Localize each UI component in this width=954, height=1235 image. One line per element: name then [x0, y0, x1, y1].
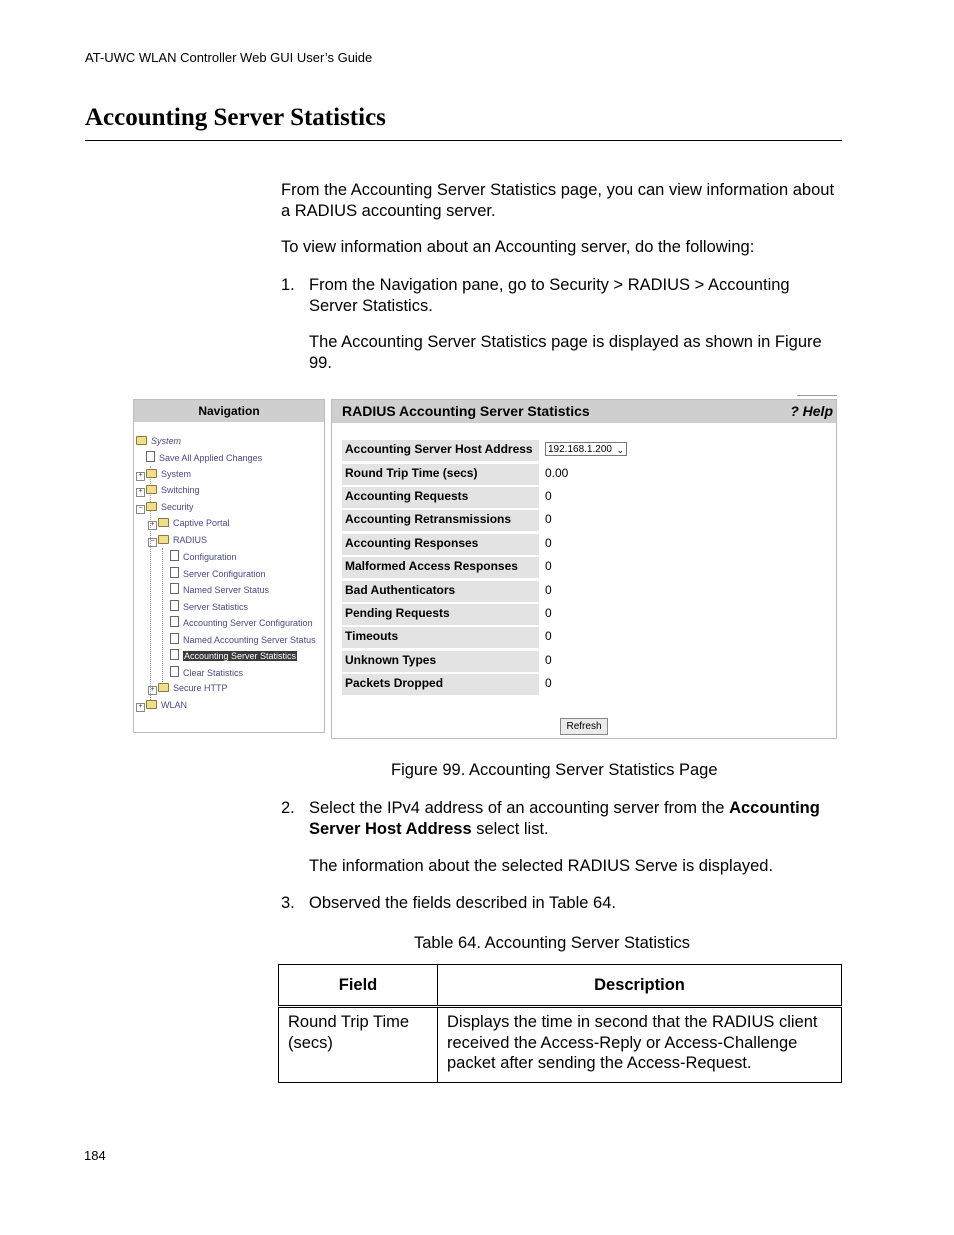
table-header-description: Description	[438, 965, 842, 1007]
stat-label: Accounting Responses	[342, 534, 539, 555]
nav-item-named-server-status[interactable]: Named Server Status	[170, 583, 269, 596]
stat-value: 0	[545, 559, 552, 573]
page-icon	[170, 550, 179, 561]
stat-value: 0	[545, 489, 552, 503]
expand-icon[interactable]: +	[136, 472, 145, 481]
collapse-icon[interactable]: −	[148, 538, 157, 547]
page-icon	[170, 583, 179, 594]
main-header	[332, 400, 836, 423]
nav-item-named-accounting-server-status[interactable]: Named Accounting Server Status	[170, 633, 316, 646]
nav-item-server-configuration[interactable]: Server Configuration	[170, 567, 266, 580]
stat-label: Round Trip Time (secs)	[342, 464, 539, 485]
nav-item-system[interactable]: + System	[136, 468, 191, 481]
host-address-label: Accounting Server Host Address	[342, 440, 539, 461]
figure-caption: Figure 99. Accounting Server Statistics Page	[391, 761, 718, 779]
nav-item-radius[interactable]: − RADIUS	[148, 534, 207, 547]
step-3-number: 3.	[281, 894, 295, 912]
nav-item-system-root[interactable]: System	[136, 435, 181, 447]
stat-label: Accounting Requests	[342, 487, 539, 508]
page-icon	[146, 451, 155, 462]
stat-value: 0	[545, 676, 552, 690]
step-3-text: Observed the fields described in Table 64.	[309, 894, 616, 912]
nav-item-security[interactable]: − Security	[136, 501, 194, 514]
folder-icon	[158, 518, 169, 527]
section-title: Accounting Server Statistics	[85, 104, 386, 131]
nav-item-captive-portal[interactable]: + Captive Portal	[148, 517, 230, 530]
nav-item-accounting-server-configuration[interactable]: Accounting Server Configuration	[170, 616, 313, 629]
refresh-button[interactable]: Refresh	[560, 718, 608, 735]
stat-label: Malformed Access Responses	[342, 557, 539, 578]
stat-label: Timeouts	[342, 627, 539, 648]
table-header-field: Field	[279, 965, 438, 1007]
navigation-pane	[133, 399, 325, 733]
collapse-icon[interactable]: −	[136, 505, 145, 514]
page-icon	[170, 600, 179, 611]
page-icon	[170, 649, 179, 660]
expand-icon[interactable]: +	[136, 703, 145, 712]
navigation-header: Navigation	[134, 400, 324, 422]
main-content-pane	[331, 399, 837, 739]
table-row	[279, 1007, 842, 1083]
expand-icon[interactable]: +	[148, 686, 157, 695]
nav-item-save-changes[interactable]: Save All Applied Changes	[146, 451, 262, 464]
title-rule	[85, 140, 842, 141]
stat-label: Packets Dropped	[342, 674, 539, 695]
expand-icon[interactable]: +	[148, 521, 157, 530]
field-name-bold: Accounting Server Host Address	[309, 799, 820, 838]
step-2-text: Select the IPv4 address of an accounting server from the Accounting Server Host Address select list.	[309, 799, 820, 838]
stat-label: Pending Requests	[342, 604, 539, 625]
folder-open-icon	[158, 535, 169, 544]
stat-value: 0	[545, 536, 552, 550]
step-1-number: 1.	[281, 276, 295, 294]
stat-value: 0	[545, 629, 552, 643]
folder-open-icon	[146, 502, 157, 511]
intro-paragraph: From the Accounting Server Statistics page, you can view information about a RADIUS accounting server.	[281, 181, 835, 220]
page-icon	[170, 567, 179, 578]
step-1-result: The Accounting Server Statistics page is displayed as shown in Figure 99.	[309, 333, 822, 372]
nav-item-secure-http[interactable]: + Secure HTTP	[148, 682, 228, 695]
stat-value: 0.00	[545, 466, 569, 480]
nav-item-accounting-server-statistics[interactable]: Accounting Server Statistics	[170, 649, 297, 662]
nav-item-server-statistics[interactable]: Server Statistics	[170, 600, 248, 613]
folder-icon	[146, 700, 157, 709]
step-2-number: 2.	[281, 799, 295, 817]
lead-paragraph: To view information about an Accounting server, do the following:	[281, 238, 755, 256]
stat-value: 0	[545, 653, 552, 667]
table-cell-field: Round Trip Time (secs)	[279, 1007, 438, 1083]
stat-label: Bad Authenticators	[342, 581, 539, 602]
stat-value: 0	[545, 512, 552, 526]
folder-icon	[146, 469, 157, 478]
step-2-result: The information about the selected RADIUS Serve is displayed.	[309, 857, 774, 875]
table-cell-description: Displays the time in second that the RADIUS client received the Access-Reply or Access-Challenge packet after sending the Access-Request.	[438, 1007, 842, 1083]
table-caption: Table 64. Accounting Server Statistics	[414, 934, 691, 952]
folder-icon	[146, 485, 157, 494]
page-number: 184	[84, 1148, 106, 1163]
fields-table	[278, 964, 842, 1083]
host-address-select[interactable]: 192.168.1.200 ⌄	[545, 442, 627, 456]
stat-label: Unknown Types	[342, 651, 539, 672]
help-link[interactable]: ? Help	[790, 403, 833, 419]
stat-label: Accounting Retransmissions	[342, 510, 539, 531]
step-1-text: From the Navigation pane, go to Security > RADIUS > Accounting Server Statistics.	[309, 276, 790, 315]
page-icon	[170, 666, 179, 677]
document-header: AT-UWC WLAN Controller Web GUI User’s Guide	[85, 50, 373, 65]
stat-value: 0	[545, 583, 552, 597]
page-title: RADIUS Accounting Server Statistics	[342, 403, 590, 419]
nav-item-wlan[interactable]: + WLAN	[136, 699, 187, 712]
table-header-row	[279, 965, 842, 1007]
page-icon	[170, 616, 179, 627]
page-icon	[170, 633, 179, 644]
chevron-down-icon: ⌄	[616, 445, 624, 455]
expand-icon[interactable]: +	[136, 488, 145, 497]
nav-item-clear-statistics[interactable]: Clear Statistics	[170, 666, 243, 679]
folder-open-icon	[136, 436, 147, 445]
nav-item-configuration[interactable]: Configuration	[170, 550, 237, 563]
folder-icon	[158, 683, 169, 692]
stat-value: 0	[545, 606, 552, 620]
figure-top-mark	[797, 395, 837, 396]
nav-item-switching[interactable]: + Switching	[136, 484, 200, 497]
